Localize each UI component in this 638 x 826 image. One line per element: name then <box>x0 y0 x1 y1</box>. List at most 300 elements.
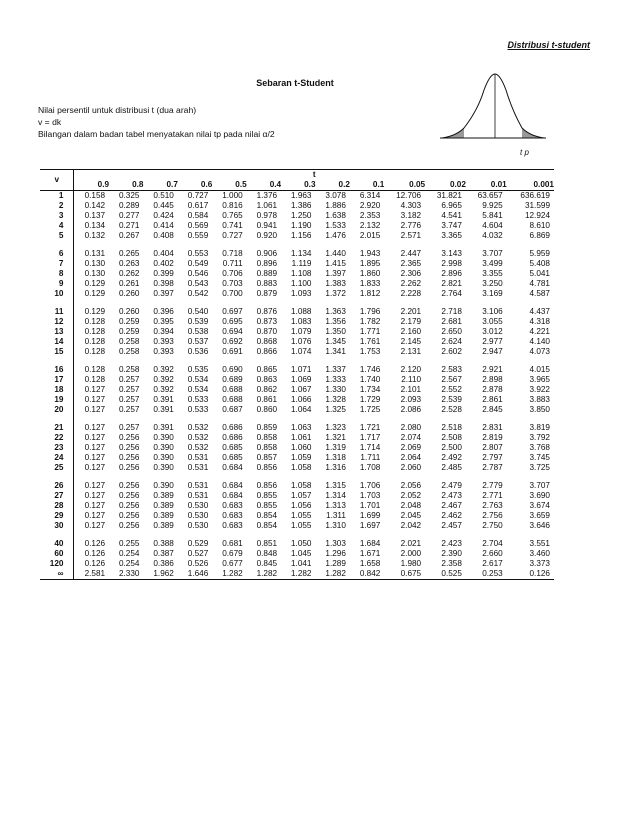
table-cell: 0.390 <box>153 433 174 442</box>
table-cell: 0.526 <box>187 559 209 568</box>
table-cell: 4.781 <box>529 279 550 288</box>
table-cell: 0.265 <box>118 249 140 258</box>
table-cell: 1.476 <box>325 231 346 240</box>
table-cell: 2.473 <box>441 491 462 500</box>
table-cell: 0.584 <box>187 211 209 220</box>
table-cell: 0.684 <box>222 463 243 472</box>
table-cell: 0.127 <box>84 395 106 404</box>
table-row <box>40 395 554 405</box>
table-cell: 0.142 <box>84 201 106 210</box>
table-cell: 0.392 <box>153 375 174 384</box>
table-cell: 2.602 <box>441 347 462 356</box>
table-cell: 0.703 <box>222 279 243 288</box>
table-cell: 0.392 <box>153 385 174 394</box>
table-cell: 1.671 <box>359 549 381 558</box>
group-spacer <box>40 473 554 481</box>
table-cell: 1.725 <box>359 405 381 414</box>
table-cell: 0.127 <box>84 423 106 432</box>
table-cell: 0.261 <box>118 279 140 288</box>
table-cell: 1.356 <box>325 317 346 326</box>
table-cell: 0.254 <box>118 559 140 568</box>
table-cell: 1.190 <box>291 221 312 230</box>
table-cell: 0.540 <box>187 307 209 316</box>
table-cell: 0.127 <box>84 405 106 414</box>
table-cell: 0.399 <box>153 269 174 278</box>
table-cell: 0.256 <box>118 463 140 472</box>
table-cell: 3.707 <box>529 481 550 490</box>
table-cell: 1.289 <box>325 559 346 568</box>
table-cell: 1.328 <box>325 395 346 404</box>
table-cell: 3.373 <box>529 559 550 568</box>
table-cell: 0.531 <box>187 453 209 462</box>
table-cell: 0.390 <box>153 481 174 490</box>
table-cell: 1.074 <box>291 347 312 356</box>
table-cell: 2.048 <box>400 501 422 510</box>
table-cell: 1.386 <box>291 201 312 210</box>
table-cell: 0.325 <box>118 191 140 200</box>
group-spacer <box>40 357 554 365</box>
table-cell: 0.685 <box>222 443 243 452</box>
table-row <box>40 443 554 453</box>
table-cell: 0.863 <box>256 375 278 384</box>
table-cell: 2.131 <box>400 347 422 356</box>
df-cell: 6 <box>40 249 74 259</box>
description-line-3: Bilangan dalam badan tabel menyatakan nilai tp pada nilai α/2 <box>38 129 275 139</box>
table-cell: 0.129 <box>84 289 106 298</box>
table-cell: 0.868 <box>256 337 278 346</box>
table-cell: 0.132 <box>84 231 106 240</box>
df-cell: ∞ <box>40 569 74 580</box>
table-cell: 0.539 <box>187 317 209 326</box>
table-cell: 0.854 <box>256 521 278 530</box>
df-cell: 40 <box>40 539 74 549</box>
table-cell: 0.856 <box>256 481 278 490</box>
table-cell: 5.041 <box>529 269 550 278</box>
table-cell: 0.559 <box>187 231 209 240</box>
table-cell: 0.681 <box>222 539 243 548</box>
table-cell: 0.920 <box>256 231 278 240</box>
table-cell: 0.700 <box>222 289 243 298</box>
table-cell: 0.532 <box>187 423 209 432</box>
table-cell: 1.045 <box>291 549 312 558</box>
table-cell: 0.253 <box>466 569 507 580</box>
table-cell: 0.398 <box>153 279 174 288</box>
table-cell: 0.889 <box>256 269 278 278</box>
table-cell: 2.977 <box>482 337 503 346</box>
table-cell: 1.833 <box>359 279 381 288</box>
table-cell: 0.128 <box>84 347 106 356</box>
group-spacer <box>40 299 554 307</box>
table-cell: 1.057 <box>291 491 312 500</box>
p-value-header: 0.8 <box>109 180 143 191</box>
table-cell: 1.753 <box>359 347 381 356</box>
table-cell: 1.658 <box>359 559 381 568</box>
table-cell: 1.088 <box>291 307 312 316</box>
table-cell: 2.704 <box>482 539 503 548</box>
table-cell: 0.543 <box>187 279 209 288</box>
table-cell: 2.160 <box>400 327 422 336</box>
table-cell: 0.538 <box>187 327 209 336</box>
p-value-header: 0.1 <box>350 180 384 191</box>
table-row <box>40 501 554 511</box>
table-cell: 2.660 <box>482 549 503 558</box>
table-cell: 1.314 <box>325 491 346 500</box>
table-cell: 3.674 <box>529 501 550 510</box>
table-cell: 0.255 <box>118 539 140 548</box>
df-cell: 23 <box>40 443 74 453</box>
table-cell: 2.492 <box>441 453 462 462</box>
table-cell: 2.179 <box>400 317 422 326</box>
table-cell: 2.365 <box>400 259 422 268</box>
table-cell: 2.797 <box>482 453 503 462</box>
table-cell: 0.686 <box>222 423 243 432</box>
table-cell: 1.963 <box>291 191 312 200</box>
p-value-header: 0.3 <box>281 180 315 191</box>
table-cell: 3.169 <box>482 289 503 298</box>
table-cell: 2.921 <box>482 365 503 374</box>
table-cell: 2.060 <box>400 463 422 472</box>
table-cell: 3.182 <box>400 211 422 220</box>
table-cell: 0.267 <box>118 231 140 240</box>
df-cell: 27 <box>40 491 74 501</box>
table-cell: 0.259 <box>118 327 140 336</box>
table-cell: 1.771 <box>359 327 381 336</box>
table-cell: 3.499 <box>482 259 503 268</box>
table-cell: 0.533 <box>187 395 209 404</box>
table-cell: 1.397 <box>325 269 346 278</box>
table-cell: 0.845 <box>256 559 278 568</box>
p-value-header: 0.9 <box>74 180 109 191</box>
table-cell: 2.518 <box>441 423 462 432</box>
description-line-2: v = dk <box>38 117 62 127</box>
table-cell: 1.740 <box>359 375 381 384</box>
p-value-header: 0.001 <box>507 180 554 191</box>
table-cell: 2.045 <box>400 511 422 520</box>
table-cell: 0.262 <box>118 269 140 278</box>
table-row <box>40 211 554 221</box>
table-row <box>40 569 554 580</box>
table-cell: 0.532 <box>187 443 209 452</box>
table-cell: 0.158 <box>84 191 106 200</box>
table-cell: 1.050 <box>291 539 312 548</box>
table-cell: 0.530 <box>187 501 209 510</box>
table-row <box>40 481 554 491</box>
table-cell: 0.256 <box>118 521 140 530</box>
table-cell: 3.460 <box>529 549 550 558</box>
table-cell: 1.782 <box>359 317 381 326</box>
table-cell: 0.679 <box>222 549 243 558</box>
df-cell: 25 <box>40 463 74 473</box>
table-cell: 1.059 <box>291 453 312 462</box>
df-cell: 2 <box>40 201 74 211</box>
table-cell: 2.390 <box>441 549 462 558</box>
table-cell: 1.063 <box>291 423 312 432</box>
table-cell: 1.316 <box>325 463 346 472</box>
table-cell: 0.684 <box>222 481 243 490</box>
df-cell: 30 <box>40 521 74 531</box>
table-cell: 2.069 <box>400 443 422 452</box>
table-cell: 9.925 <box>482 201 503 210</box>
table-cell: 0.873 <box>256 317 278 326</box>
df-cell: 18 <box>40 385 74 395</box>
group-spacer <box>40 415 554 423</box>
t-distribution-table <box>40 169 554 580</box>
df-cell: 17 <box>40 375 74 385</box>
table-cell: 0.860 <box>256 405 278 414</box>
table-cell: 3.792 <box>529 433 550 442</box>
v-column-header: v <box>40 170 74 191</box>
table-cell: 1.066 <box>291 395 312 404</box>
table-cell: 1.093 <box>291 289 312 298</box>
table-cell: 0.685 <box>222 453 243 462</box>
table-cell: 0.130 <box>84 269 106 278</box>
table-cell: 3.883 <box>529 395 550 404</box>
table-cell: 2.920 <box>359 201 381 210</box>
page-header-title: Distribusi t-student <box>507 40 590 50</box>
table-cell: 1.100 <box>291 279 312 288</box>
table-cell: 0.126 <box>84 559 106 568</box>
df-cell: 16 <box>40 365 74 375</box>
table-cell: 0.851 <box>256 539 278 548</box>
table-cell: 1.962 <box>143 569 177 580</box>
table-cell: 0.402 <box>153 259 174 268</box>
table-cell: 4.541 <box>441 211 462 220</box>
p-value-header: 0.7 <box>143 180 177 191</box>
table-cell: 1.318 <box>325 453 346 462</box>
table-cell: 0.859 <box>256 423 278 432</box>
table-cell: 3.012 <box>482 327 503 336</box>
df-cell: 26 <box>40 481 74 491</box>
table-cell: 0.531 <box>187 463 209 472</box>
table-cell: 0.389 <box>153 501 174 510</box>
p-value-header: 0.05 <box>384 180 425 191</box>
table-cell: 0.127 <box>84 511 106 520</box>
table-cell: 1.060 <box>291 443 312 452</box>
table-cell: 0.697 <box>222 307 243 316</box>
table-cell: 0.765 <box>222 211 243 220</box>
table-row <box>40 491 554 501</box>
table-cell: 0.254 <box>118 549 140 558</box>
table-cell: 0.534 <box>187 385 209 394</box>
table-cell: 1.638 <box>325 211 346 220</box>
df-cell: 29 <box>40 511 74 521</box>
table-row <box>40 549 554 559</box>
table-cell: 1.282 <box>316 569 350 580</box>
df-cell: 14 <box>40 337 74 347</box>
table-cell: 2.457 <box>441 521 462 530</box>
table-cell: 0.689 <box>222 375 243 384</box>
p-value-header: 0.2 <box>316 180 350 191</box>
table-cell: 3.365 <box>441 231 462 240</box>
table-cell: 12.924 <box>524 211 550 220</box>
table-cell: 0.129 <box>84 307 106 316</box>
table-cell: 2.042 <box>400 521 422 530</box>
table-cell: 0.617 <box>187 201 209 210</box>
table-cell: 0.866 <box>256 347 278 356</box>
table-cell: 0.289 <box>118 201 140 210</box>
df-cell: 4 <box>40 221 74 231</box>
table-cell: 0.258 <box>118 365 140 374</box>
table-row <box>40 375 554 385</box>
df-cell: 60 <box>40 549 74 559</box>
table-cell: 1.083 <box>291 317 312 326</box>
table-cell: 1.067 <box>291 385 312 394</box>
t-column-header: t <box>74 170 554 181</box>
table-cell: 0.256 <box>118 481 140 490</box>
table-cell: 0.525 <box>425 569 466 580</box>
table-cell: 2.571 <box>400 231 422 240</box>
table-row <box>40 259 554 269</box>
table-cell: 0.695 <box>222 317 243 326</box>
p-value-header: 0.01 <box>466 180 507 191</box>
table-cell: 0.257 <box>118 385 140 394</box>
table-cell: 2.624 <box>441 337 462 346</box>
table-cell: 2.353 <box>359 211 381 220</box>
table-cell: 3.143 <box>441 249 462 258</box>
table-cell: 0.387 <box>153 549 174 558</box>
table-cell: 1.341 <box>325 347 346 356</box>
p-value-header: 0.5 <box>212 180 246 191</box>
table-cell: 1.714 <box>359 443 381 452</box>
table-cell: 2.423 <box>441 539 462 548</box>
table-cell: 1.415 <box>325 259 346 268</box>
table-cell: 1.079 <box>291 327 312 336</box>
table-row <box>40 365 554 375</box>
table-cell: 3.745 <box>529 453 550 462</box>
table-cell: 2.898 <box>482 375 503 384</box>
table-cell: 0.883 <box>256 279 278 288</box>
table-cell: 0.896 <box>256 259 278 268</box>
table-cell: 0.128 <box>84 365 106 374</box>
table-cell: 3.690 <box>529 491 550 500</box>
table-cell: 4.587 <box>529 289 550 298</box>
table-cell: 1.684 <box>359 539 381 548</box>
table-cell: 8.610 <box>529 221 550 230</box>
table-cell: 0.533 <box>187 405 209 414</box>
table-cell: 1.119 <box>291 259 312 268</box>
table-cell: 0.675 <box>384 569 425 580</box>
table-cell: 0.257 <box>118 375 140 384</box>
table-row <box>40 433 554 443</box>
table-cell: 3.355 <box>482 269 503 278</box>
table-cell: 0.683 <box>222 511 243 520</box>
table-cell: 0.569 <box>187 221 209 230</box>
table-cell: 0.848 <box>256 549 278 558</box>
table-cell: 2.093 <box>400 395 422 404</box>
table-cell: 0.690 <box>222 365 243 374</box>
table-cell: 0.391 <box>153 423 174 432</box>
table-cell: 0.546 <box>187 269 209 278</box>
table-cell: 3.106 <box>482 307 503 316</box>
table-cell: 0.727 <box>222 231 243 240</box>
table-row <box>40 511 554 521</box>
table-cell: 1.943 <box>359 249 381 258</box>
table-cell: 3.055 <box>482 317 503 326</box>
table-cell: 0.530 <box>187 521 209 530</box>
left-tail-shading <box>442 128 464 138</box>
df-cell: 21 <box>40 423 74 433</box>
table-cell: 1.761 <box>359 337 381 346</box>
table-cell: 0.256 <box>118 433 140 442</box>
table-cell: 2.756 <box>482 511 503 520</box>
table-cell: 0.128 <box>84 317 106 326</box>
density-curve <box>442 74 544 138</box>
table-cell: 2.086 <box>400 405 422 414</box>
table-cell: 2.467 <box>441 501 462 510</box>
table-cell: 0.816 <box>222 201 243 210</box>
table-cell: 0.389 <box>153 511 174 520</box>
table-cell: 2.583 <box>441 365 462 374</box>
table-row <box>40 327 554 337</box>
table-cell: 0.861 <box>256 395 278 404</box>
right-tail-shading <box>522 128 544 138</box>
table-cell: 0.711 <box>222 259 243 268</box>
table-cell: 0.424 <box>153 211 174 220</box>
table-cell: 2.228 <box>400 289 422 298</box>
table-cell: 2.120 <box>400 365 422 374</box>
table-row <box>40 453 554 463</box>
table-cell: 31.821 <box>436 191 462 200</box>
table-cell: 1.319 <box>325 443 346 452</box>
table-cell: 4.140 <box>529 337 550 346</box>
table-cell: 1.069 <box>291 375 312 384</box>
table-cell: 6.965 <box>441 201 462 210</box>
table-cell: 0.978 <box>256 211 278 220</box>
table-cell: 6.314 <box>359 191 381 200</box>
table-cell: 1.533 <box>325 221 346 230</box>
table-cell: 3.659 <box>529 511 550 520</box>
df-cell: 8 <box>40 269 74 279</box>
table-cell: 1.699 <box>359 511 381 520</box>
table-cell: 2.821 <box>441 279 462 288</box>
table-cell: 0.855 <box>256 501 278 510</box>
df-cell: 22 <box>40 433 74 443</box>
table-cell: 0.531 <box>187 491 209 500</box>
table-row <box>40 559 554 569</box>
table-cell: 0.856 <box>256 463 278 472</box>
table-row <box>40 279 554 289</box>
table-cell: 2.764 <box>441 289 462 298</box>
table-cell: 3.646 <box>529 521 550 530</box>
table-cell: 0.683 <box>222 521 243 530</box>
table-cell: 0.529 <box>187 539 209 548</box>
table-cell: 0.128 <box>84 327 106 336</box>
table-cell: 636.619 <box>520 191 550 200</box>
table-cell: 2.132 <box>359 221 381 230</box>
table-cell: 0.390 <box>153 443 174 452</box>
table-cell: 5.408 <box>529 259 550 268</box>
table-cell: 3.850 <box>529 405 550 414</box>
p-value-header: 0.4 <box>247 180 281 191</box>
table-cell: 0.257 <box>118 405 140 414</box>
table-cell: 2.947 <box>482 347 503 356</box>
table-cell: 1.321 <box>325 433 346 442</box>
df-cell: 28 <box>40 501 74 511</box>
table-cell: 0.127 <box>84 501 106 510</box>
table-row <box>40 221 554 231</box>
table-cell: 0.127 <box>84 385 106 394</box>
df-cell: 15 <box>40 347 74 357</box>
table-cell: 2.567 <box>441 375 462 384</box>
table-cell: 2.145 <box>400 337 422 346</box>
table-cell: 0.394 <box>153 327 174 336</box>
table-cell: 2.358 <box>441 559 462 568</box>
df-cell: 11 <box>40 307 74 317</box>
table-cell: 1.282 <box>281 569 315 580</box>
table-cell: 0.691 <box>222 347 243 356</box>
table-cell: 1.282 <box>247 569 281 580</box>
df-cell: 24 <box>40 453 74 463</box>
